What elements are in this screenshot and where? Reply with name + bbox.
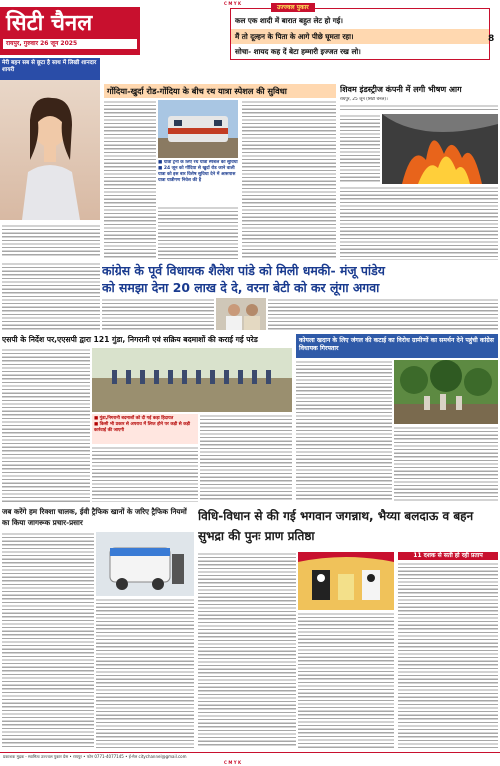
sp-bullet-1: ■ गुंडा,निगरानी बदमाशों को दी गई कड़ा हिदायत xyxy=(94,416,174,421)
small-box-title: 11 दशक से सती हो रही प्रताप xyxy=(398,552,498,560)
traffic-story-text xyxy=(2,532,94,748)
cmyk-mark-top: C M Y K xyxy=(224,1,242,6)
ujjwal-line-3: सोचा- शायद कह दें बेटा हम्मारी इज्जत रख लो। xyxy=(235,47,361,56)
rail-story-text-2 xyxy=(158,206,238,260)
small-box-text xyxy=(398,562,498,748)
congress-headline-2: को समझा देना 20 लाख दे दे, वरना बेटी को कर लूंगा अगवा xyxy=(102,280,380,295)
masthead-title: सिटी चैनल xyxy=(6,10,93,36)
koyla-story-text-2 xyxy=(394,426,498,502)
sp-bullet-2: ■ किसी भी प्रकार से अपराध में लिप्त होने पर कड़ी से कड़ी कार्रवाई की जाएगी xyxy=(94,422,191,433)
fire-story-text-3 xyxy=(340,186,498,260)
ujjwal-pukar-label: उज्ज्वल पुकार xyxy=(271,3,315,12)
rail-bullets xyxy=(158,160,238,204)
page-number: 8 xyxy=(488,34,495,44)
fire-headline: शिवम इंडस्ट्रीज कंपनी में लगी भीषण आग xyxy=(340,85,462,94)
sp-headline: एसपी के निर्देश पर,एएसपी द्वारा 121 गुंडा, निगरानी एवं सक्रिय बदमाशों की कराई गई परेड xyxy=(2,335,258,344)
sp-story-text xyxy=(2,348,90,502)
sp-parade-photo xyxy=(92,348,292,412)
ujjwal-line-2: मैं तो दूल्हन के पिता के आगे पीछे घूमता रहा। xyxy=(231,29,489,44)
actress-photo xyxy=(0,80,100,220)
fire-dateline: रायपुर, 25 जून (सिटी चैनल)। xyxy=(340,97,388,102)
congress-story-text-3 xyxy=(2,262,100,330)
sp-bullets xyxy=(92,414,198,444)
jagannath-story-text-2 xyxy=(298,612,394,748)
ujjwal-line-1: कल एक शादी में बारात बहुत लेट हो गई। xyxy=(235,16,343,25)
traffic-story-text-2 xyxy=(96,598,194,748)
footer-text: प्रकाशक मुद्रक - स्वामित्व उज्ज्वल पुकार प्रेस • रायपुर • फोन 0771-4077145 • ई-मेल citychannel@gmail.com xyxy=(3,754,187,759)
rail-bullet-2: ■ 24 जून को गोंदिया से खुर्दा रोड जाने वाली यात्रा को इस बार विशेष सुविधा देने में आसपास यात्रा यात्रीगण निवेश की है xyxy=(158,166,236,183)
ev-rickshaw-photo xyxy=(96,532,194,596)
fire-story-text xyxy=(340,104,498,112)
fire-story-text-2 xyxy=(340,114,380,184)
rail-headline: गोंदिया-खुर्दा रोड-गोंदिया के बीच रथ यात्रा स्पेशल की सुविधा xyxy=(104,84,336,98)
koyla-forest-photo xyxy=(394,360,498,424)
ujjwal-pukar-box xyxy=(230,4,490,60)
jagannath-story-text xyxy=(198,552,296,748)
congress-photo xyxy=(216,298,266,330)
jagannath-headline: विधि-विधान से की गई भगवान जगन्नाथ, भैय्या बलदाऊ व बहन सुभद्रा की पुनः प्राण प्रतिष्ठा xyxy=(198,509,474,543)
traffic-headline: जब करेंगे हम रिक्शा चालक, ईवी ट्रैफिक खानों के जरिए ट्रैफिक नियमों का किया जागरूक प्रचार-प्रसार xyxy=(2,507,187,527)
train-photo xyxy=(158,100,238,158)
sp-story-text-3 xyxy=(92,446,198,502)
rail-story-text-3 xyxy=(242,100,336,260)
sp-story-text-2 xyxy=(200,414,292,502)
fire-photo xyxy=(382,114,498,184)
actress-story-text xyxy=(2,224,100,258)
rail-story-text xyxy=(104,100,156,260)
rail-bullet-1: ■ यात्रा ट्रेनों के लिए रथ यात्रा स्पेशल की सुविधा xyxy=(158,160,238,165)
cmyk-mark-bottom: C M Y K xyxy=(224,760,242,765)
masthead xyxy=(0,7,140,55)
masthead-dateline: रायपुर, गुरुवार 26 जून 2025 xyxy=(3,39,137,49)
actress-caption: मेरी बहन सब से छूटा है साथ में लिखी शानदार शायरी xyxy=(0,58,100,80)
footer-bar xyxy=(0,752,500,760)
koyla-headline: कोयला खदान के लिए जंगल की कटाई का विरोध ग्रामीणों का समर्थन देने पहुंची कांग्रेस विधायक गिरफ्तार xyxy=(296,334,498,358)
jagannath-photo xyxy=(298,552,394,610)
congress-headline-1: कांग्रेस के पूर्व विधायक शैलेश पांडे को मिली धमकी- मंजू पांडेय xyxy=(102,263,385,278)
congress-story-text xyxy=(102,298,214,330)
koyla-story-text xyxy=(296,360,392,502)
congress-story-text-2 xyxy=(268,298,498,330)
